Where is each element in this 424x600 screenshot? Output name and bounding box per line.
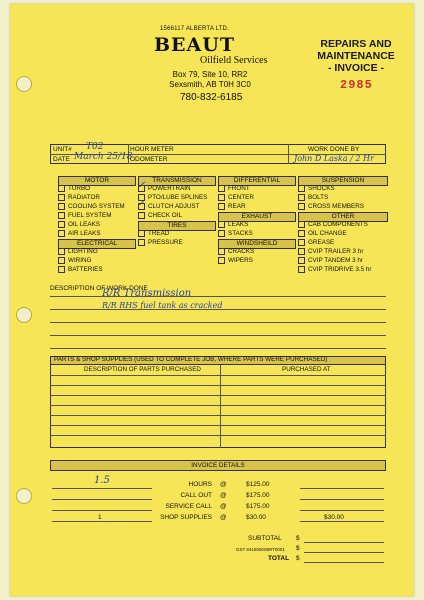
checkbox-grease[interactable] — [298, 239, 305, 246]
shop-supplies-amount: $30.00 — [324, 514, 344, 521]
row-at: @ — [220, 514, 227, 521]
doc-title-1: REPAIRS AND — [320, 38, 392, 50]
item-label: FUEL SYSTEM — [68, 212, 112, 219]
parts-col-purchased-at: PURCHASED AT — [282, 366, 331, 373]
invoice-number: 2985 — [340, 78, 373, 92]
item-label: AIR LEAKS — [68, 230, 101, 237]
checkbox-pressure[interactable] — [138, 239, 145, 246]
checkbox-oil-change[interactable] — [298, 230, 305, 237]
checkbox-cvip-trailer[interactable] — [298, 248, 305, 255]
item-label: FRONT — [228, 185, 250, 192]
date-label: DATE — [53, 156, 70, 163]
item-label: TURBO — [68, 185, 91, 192]
checkbox-oil-leaks[interactable] — [58, 221, 65, 228]
company-phone: 780-832-6185 — [180, 92, 243, 103]
work-done-by-label: WORK DONE BY — [308, 146, 360, 153]
item-label: PRESSURE — [148, 239, 183, 246]
parts-title: PARTS & SHOP SUPPLIES (USED TO COMPLETE JOB, WHERE PARTS WERE PURCHASED) — [54, 356, 328, 363]
item-label: REAR — [228, 203, 246, 210]
row-label: SHOP SUPPLIES — [160, 514, 212, 521]
check-mark-icon: ✓ — [137, 198, 146, 209]
row-at: @ — [220, 503, 227, 510]
checkbox-cracks[interactable] — [218, 248, 225, 255]
item-label: CENTER — [228, 194, 254, 201]
total-label: TOTAL — [268, 555, 290, 562]
checkbox-cross-members[interactable] — [298, 203, 305, 210]
checkbox-wipers[interactable] — [218, 257, 225, 264]
item-label: CVIP TANDEM 3 hr — [308, 257, 363, 264]
checkbox-front[interactable] — [218, 185, 225, 192]
section-exhaust: EXHAUST — [218, 212, 296, 222]
checkbox-lighting[interactable] — [58, 248, 65, 255]
item-label: CRACKS — [228, 248, 255, 255]
item-label: LIGHTING — [68, 248, 98, 255]
item-label: COOLING SYSTEM — [68, 203, 125, 210]
work-line-2[interactable]: R/R RHS fuel tank as cracked — [102, 301, 223, 310]
invoice-details-title: INVOICE DETAILS — [191, 462, 245, 469]
checkbox-bolts[interactable] — [298, 194, 305, 201]
item-label: CVIP TRAILER 3 hr — [308, 248, 364, 255]
subtotal-label: SUBTOTAL — [248, 535, 282, 542]
doc-title-2: MAINTENANCE — [317, 50, 395, 62]
row-rate: $175.00 — [246, 503, 270, 510]
row-rate: $125.00 — [246, 481, 270, 488]
dollar-sign: $ — [296, 555, 300, 562]
item-label: SHOCKS — [308, 185, 335, 192]
company-number: 1566117 ALBERTA LTD. — [160, 26, 229, 32]
section-suspension: SUSPENSION — [298, 176, 388, 186]
checkbox-cvip-tridrive[interactable] — [298, 266, 305, 273]
item-label: BOLTS — [308, 194, 329, 201]
checkbox-radiator[interactable] — [58, 194, 65, 201]
row-at: @ — [220, 492, 227, 499]
item-label: WIPERS — [228, 257, 253, 264]
checkbox-turbo[interactable] — [58, 185, 65, 192]
parts-col-description: DESCRIPTION OF PARTS PURCHASED — [84, 366, 201, 373]
checkbox-center[interactable] — [218, 194, 225, 201]
item-label: WIRING — [68, 257, 92, 264]
section-tires: TIRES — [138, 221, 216, 231]
section-other: OTHER — [298, 212, 388, 222]
checkbox-cab[interactable] — [298, 221, 305, 228]
section-motor: MOTOR — [58, 176, 136, 186]
checkbox-cooling[interactable] — [58, 203, 65, 210]
item-label: GREASE — [308, 239, 335, 246]
checkbox-cvip-tandem[interactable] — [298, 257, 305, 264]
checkbox-batteries[interactable] — [58, 266, 65, 273]
item-label: PTO/LUBE SPLINES — [148, 194, 208, 201]
section-windshield: WINDSHEILD — [218, 239, 296, 249]
check-mark-icon: ✓ — [137, 180, 146, 191]
item-label: OIL LEAKS — [68, 221, 100, 228]
checkbox-stacks[interactable] — [218, 230, 225, 237]
item-label: OIL CHANGE — [308, 230, 347, 237]
item-label: BATTERIES — [68, 266, 103, 273]
doc-title-3: - INVOICE - — [327, 62, 384, 74]
work-line-1[interactable]: R/R Transmission — [102, 288, 192, 299]
company-subtitle: Oilfield Services — [200, 55, 268, 66]
item-label: CHECK OIL — [148, 212, 182, 219]
shop-supplies-qty[interactable]: 1 — [98, 514, 102, 521]
checkbox-air-leaks[interactable] — [58, 230, 65, 237]
binder-hole — [16, 307, 32, 323]
item-label: STACKS — [228, 230, 253, 237]
row-rate: $30.00 — [246, 514, 266, 521]
checkbox-fuel[interactable] — [58, 212, 65, 219]
hour-meter-label: HOUR METER — [130, 146, 174, 153]
work-done-by-value[interactable]: John D Laska / 2 Hr — [294, 154, 374, 163]
checkbox-tread[interactable] — [138, 230, 145, 237]
gst-label: GST 841550006RT0001 — [236, 547, 285, 552]
date-value[interactable]: March 25/18 — [74, 152, 133, 162]
item-label: RADIATOR — [68, 194, 100, 201]
dollar-sign: $ — [296, 545, 300, 552]
row-label: CALL OUT — [180, 492, 212, 499]
work-description-label: DESCRIPTION OF WORK DONE — [50, 285, 148, 292]
checkbox-rear[interactable] — [218, 203, 225, 210]
item-label: POWERTRAIN — [148, 185, 191, 192]
checkbox-wiring[interactable] — [58, 257, 65, 264]
item-label: CROSS MEMBERS — [308, 203, 364, 210]
odometer-label: ODOMETER — [130, 156, 168, 163]
item-label: CLUTCH ADJUST — [148, 203, 200, 210]
invoice-sheet — [10, 4, 414, 596]
row-label: SERVICE CALL — [165, 503, 212, 510]
row-at: @ — [220, 481, 227, 488]
section-transmission: TRANSMISSION — [138, 176, 216, 186]
unit-value[interactable]: T02 — [86, 142, 104, 152]
checkbox-check-oil[interactable] — [138, 212, 145, 219]
item-label: TREAD — [148, 230, 170, 237]
row-rate: $175.00 — [246, 492, 270, 499]
unit-label: UNIT# — [53, 146, 72, 153]
item-label: LEAKS — [228, 221, 249, 228]
section-differential: DIFFERENTIAL — [218, 176, 296, 186]
company-logo: BEAUT — [154, 34, 235, 56]
section-electrical: ELECTRICAL — [58, 239, 136, 249]
checkbox-leaks[interactable] — [218, 221, 225, 228]
binder-hole — [16, 76, 32, 92]
address-line-1: Box 79, Site 10, RR2 — [172, 70, 248, 79]
address-line-2: Sexsmith, AB T0H 3C0 — [169, 80, 251, 89]
checkbox-shocks[interactable] — [298, 185, 305, 192]
hours-qty[interactable]: 1.5 — [94, 475, 110, 486]
binder-hole — [16, 488, 32, 504]
row-label: HOURS — [188, 481, 212, 488]
item-label: CVIP TRIDRIVE 3.5 hr — [308, 266, 372, 273]
item-label: CAB COMPONENTS — [308, 221, 368, 228]
dollar-sign: $ — [296, 535, 300, 542]
